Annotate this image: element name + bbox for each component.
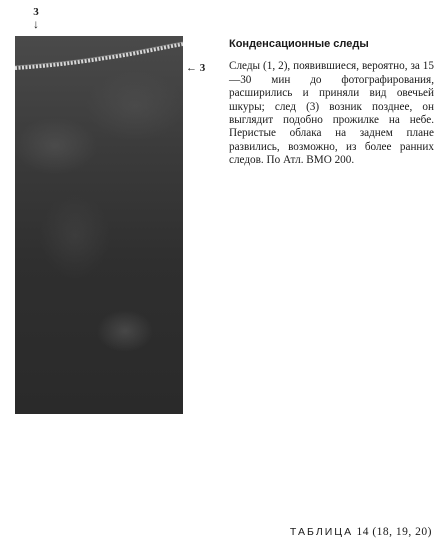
plate-label xyxy=(290,526,432,538)
contrail-edge xyxy=(15,42,183,66)
trail-marker-side xyxy=(186,62,205,74)
contrail-drawing xyxy=(15,36,183,414)
arrow-left-icon: ← xyxy=(186,62,197,74)
plate-word: ТАБЛИЦА xyxy=(289,526,354,538)
plate-numbers: 14 (18, 19, 20) xyxy=(356,526,432,538)
trail-number-top: 3 xyxy=(33,6,39,18)
arrow-down-icon: ↓ xyxy=(33,17,39,31)
trail-marker-top xyxy=(26,6,46,30)
caption-title: Конденсационные следы xyxy=(229,38,369,50)
trail-number-side: 3 xyxy=(199,62,206,74)
caption-paragraph: Следы (1, 2), появившиеся, вероятно, за 15—30 мин до фотографирования, расширились и приняли вид овечьей шкуры; след (3) возник позднее, он выглядит подобно прожилке на небе. Перистые облака на заднем плане развились, возможно, из более ранних следов. По Атл. ВМО 200. xyxy=(229,60,434,167)
photo-caption xyxy=(229,38,434,181)
sky-photograph xyxy=(15,36,183,414)
